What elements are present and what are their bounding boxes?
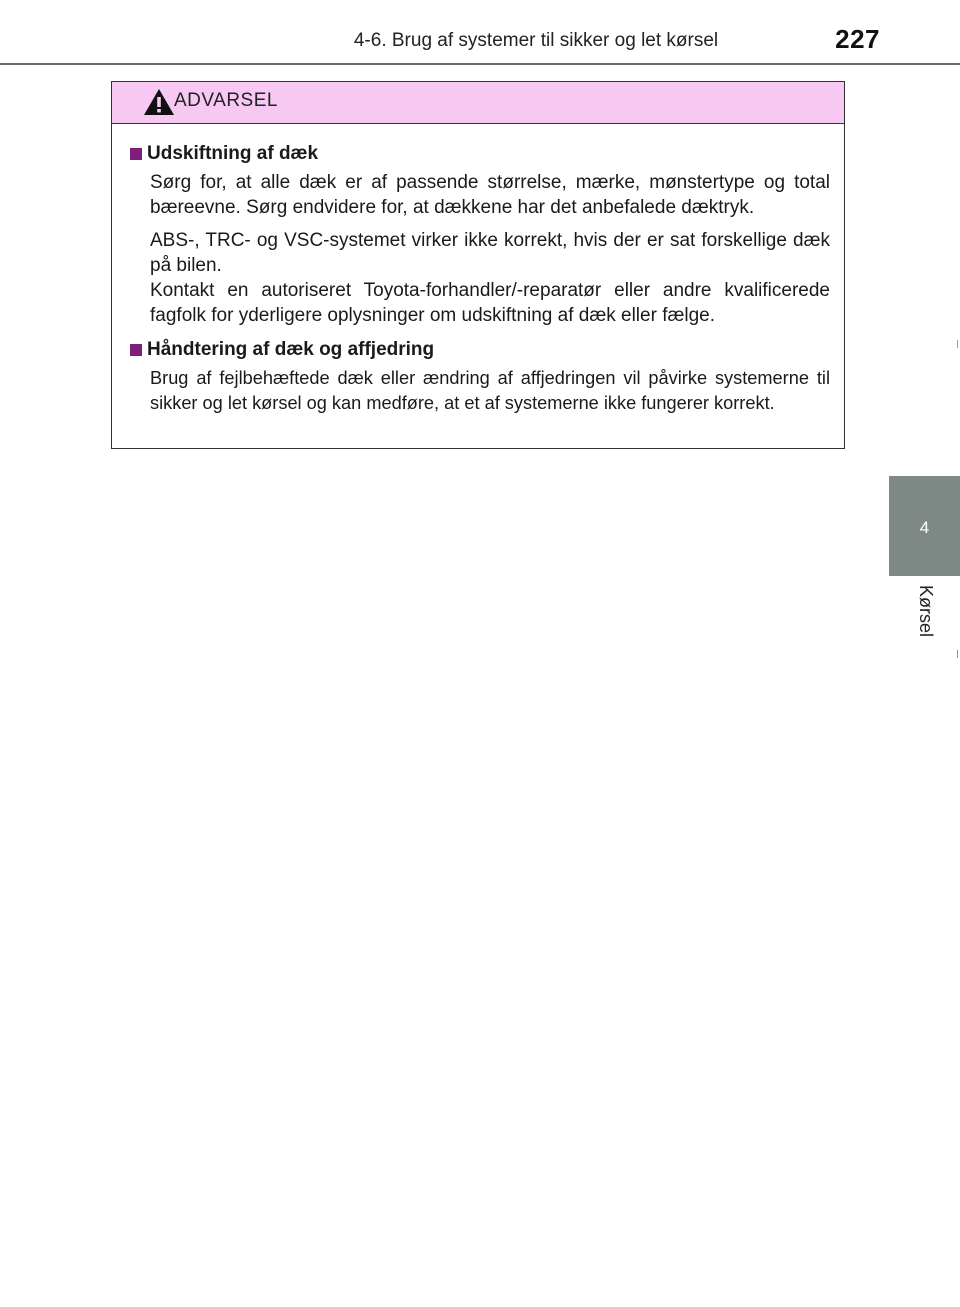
bullet-square-icon [130,344,142,356]
warning-body [112,124,844,416]
section-heading [130,142,830,166]
warning-section-tire-replacement [130,142,830,328]
paragraph: Brug af fejlbehæftede dæk eller ændring af affjedringen vil påvirke systemerne til sikker og let kørsel og kan medføre, at et af systemerne ikke fungerer korrekt. [150,368,830,413]
section-heading-text: Håndtering af dæk og affjedring [147,339,435,360]
warning-triangle-icon [142,87,176,117]
section-heading [130,338,830,362]
chapter-section-title: 4-6. Brug af systemer til sikker og let kørsel [353,30,719,51]
paragraph: Sørg for, at alle dæk er af passende størrelse, mærke, mønstertype og total bæreevne. Sørg endvidere for, at dækkene har det anbefalede dæktryk. [150,172,830,218]
crop-mark [957,650,958,658]
header-divider [0,63,960,65]
section-heading-text: Udskiftning af dæk [147,143,319,164]
page-number: 227 [835,24,880,54]
chapter-tab-number: 4 [919,518,930,537]
chapter-tab-label: Kørsel [916,585,936,638]
paragraph: ABS-, TRC- og VSC-systemet virker ikke korrekt, hvis der er sat forskellige dæk på bilen. [150,230,830,276]
warning-header [112,82,844,124]
crop-mark [957,340,958,348]
chapter-tab [889,476,960,576]
warning-title: ADVARSEL [174,90,278,111]
paragraph: Kontakt en autoriseret Toyota-forhandler/-reparatør eller andre kvalificerede fagfolk for yderligere oplysninger om udskiftning af dæk eller fælge. [150,280,830,326]
warning-box [111,81,845,449]
warning-section-tire-suspension-handling [130,338,830,416]
bullet-square-icon [130,148,142,160]
